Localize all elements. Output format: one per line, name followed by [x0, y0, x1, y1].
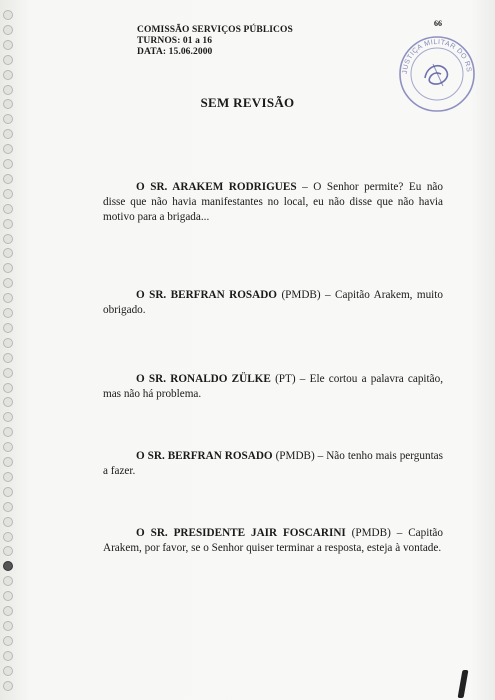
speaker-name: O SR. ARAKEM RODRIGUES	[136, 181, 297, 193]
binder-hole	[3, 278, 13, 288]
binder-hole	[3, 263, 13, 273]
binder-hole	[3, 561, 13, 571]
stamp-text: JUSTIÇA MILITAR DO RS	[401, 38, 473, 75]
binder-hole	[3, 204, 13, 214]
binder-hole	[3, 427, 13, 437]
binder-hole	[3, 621, 13, 631]
speech-paragraph	[103, 372, 443, 402]
binder-holes	[3, 10, 15, 695]
speaker-name: O SR. PRESIDENTE JAIR FOSCARINI	[136, 527, 346, 539]
speaker-name: O SR. RONALDO ZÜLKE	[136, 373, 271, 385]
binder-hole	[3, 129, 13, 139]
binder-hole	[3, 323, 13, 333]
binder-hole	[3, 40, 13, 50]
binder-hole	[3, 10, 13, 20]
binder-hole	[3, 532, 13, 542]
header-date: DATA: 15.06.2000	[137, 47, 213, 57]
binder-hole	[3, 591, 13, 601]
speech-paragraph	[103, 180, 443, 225]
binder-hole	[3, 636, 13, 646]
page-number: 66	[434, 19, 442, 28]
binder-hole	[3, 368, 13, 378]
speaker-name: O SR. BERFRAN ROSADO	[136, 450, 273, 462]
binder-hole	[3, 189, 13, 199]
binder-hole	[3, 442, 13, 452]
speech-text: (PMDB) – Capitão Arakem, por favor, se o Senhor quiser terminar a resposta, esteja à vontade.	[103, 527, 443, 554]
binder-hole	[3, 293, 13, 303]
binder-hole	[3, 472, 13, 482]
binder-hole	[3, 353, 13, 363]
speech-text: (PMDB) – Capitão Arakem, muito obrigado.	[103, 289, 443, 316]
binder-hole	[3, 219, 13, 229]
speaker-name: O SR. BERFRAN ROSADO	[136, 289, 278, 301]
speech-text: (PMDB) – Não tenho mais perguntas a fazer.	[103, 450, 443, 477]
binder-hole	[3, 114, 13, 124]
binder-hole	[3, 681, 13, 691]
binder-hole	[3, 383, 13, 393]
binder-hole	[3, 308, 13, 318]
header-shifts: TURNOS: 01 a 16	[137, 36, 213, 46]
binder-hole	[3, 55, 13, 65]
svg-text:JUSTIÇA MILITAR DO RS	[402, 39, 472, 74]
binder-hole	[3, 517, 13, 527]
binder-hole	[3, 412, 13, 422]
speech-text: (PT) – Ele cortou a palavra capitão, mas não há problema.	[103, 373, 443, 400]
header-committee: COMISSÃO SERVIÇOS PÚBLICOS	[137, 25, 293, 35]
document-header	[137, 25, 293, 58]
speech-paragraph	[103, 449, 443, 479]
binder-hole	[3, 666, 13, 676]
binder-hole	[3, 651, 13, 661]
speech-text: – O Senhor permite? Eu não disse que não havia manifestantes no local, eu não disse que não havia motivo para a brigada...	[103, 181, 443, 223]
binder-hole	[3, 397, 13, 407]
binder-hole	[3, 144, 13, 154]
binder-hole	[3, 606, 13, 616]
binder-hole	[3, 174, 13, 184]
binder-hole	[3, 234, 13, 244]
scan-edge-mark	[458, 670, 469, 698]
binder-hole	[3, 502, 13, 512]
speech-paragraph	[103, 526, 443, 556]
binder-hole	[3, 546, 13, 556]
binder-hole	[3, 576, 13, 586]
binder-hole	[3, 248, 13, 258]
binder-hole	[3, 457, 13, 467]
binder-hole	[3, 70, 13, 80]
binder-hole	[3, 159, 13, 169]
speech-paragraph	[103, 288, 443, 318]
document-title: SEM REVISÃO	[200, 95, 295, 110]
binder-hole	[3, 85, 13, 95]
binder-hole	[3, 25, 13, 35]
binder-hole	[3, 487, 13, 497]
binder-hole	[3, 338, 13, 348]
